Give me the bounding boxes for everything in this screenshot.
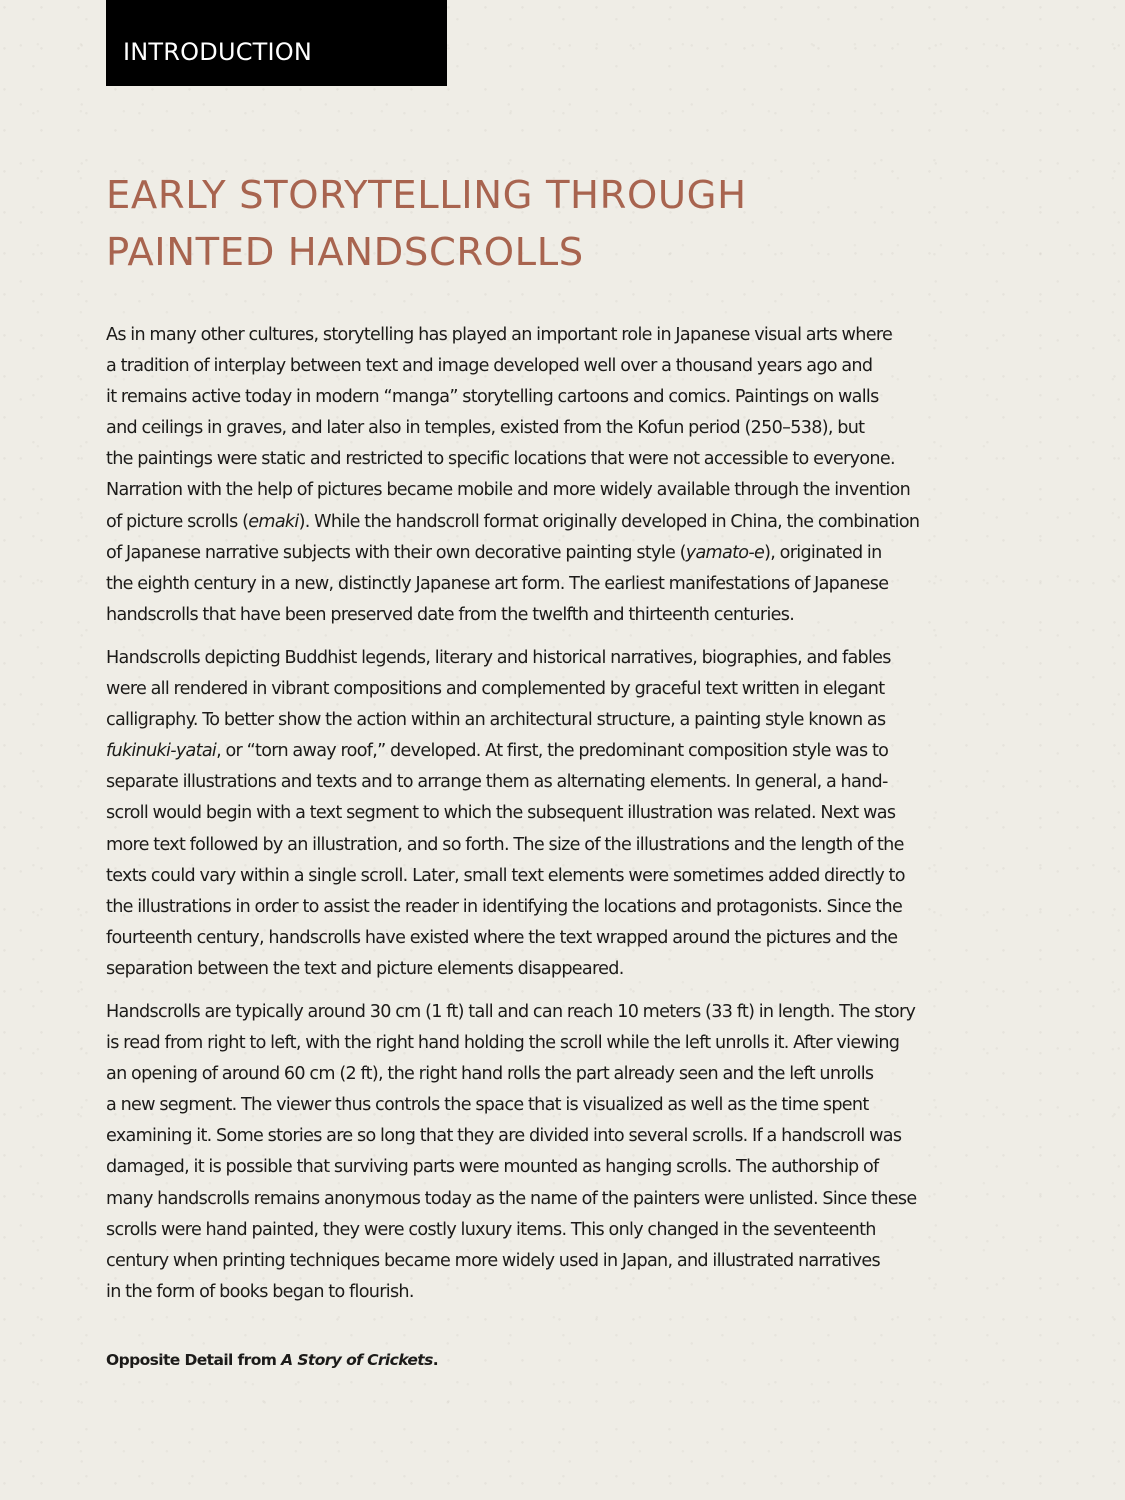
image-caption [106,1351,438,1369]
text-line: century when printing techniques became more widely used in Japan, and illustrated narratives [106,1250,881,1271]
text-line: handscrolls that have been preserved date from the twelfth and thirteenth centuries. [106,604,795,625]
text-line: the eighth century in a new, distinctly Japanese art form. The earliest manifestations of Japanese [106,573,889,594]
text-line: of Japanese narrative subjects with their own decorative painting style (yamato-e), originated in [106,542,882,563]
text-line: As in many other cultures, storytelling has played an important role in Japanese visual arts where [106,325,893,345]
text-line: of picture scrolls (emaki). While the handscroll format originally developed in China, the combination [106,511,920,532]
text-line: a tradition of interplay between text and image developed well over a thousand years ago and [106,356,873,377]
caption-tail: . [432,1351,439,1369]
caption-work-title: A Story of Crickets [281,1351,433,1369]
text-line: in the form of books began to flourish. [106,1281,414,1302]
text-line: separation between the text and picture elements disappeared. [106,958,624,979]
text-line: is read from right to left, with the right hand holding the scroll while the left unrolls it. After viewing [106,1033,900,1054]
text-line: scroll would begin with a text segment to which the subsequent illustration was related. Next was [106,803,896,824]
title-line: EARLY STORYTELLING THROUGH [106,173,747,218]
text-line: separate illustrations and texts and to arrange them as alternating elements. In general, a hand- [106,772,888,793]
italic-term: fukinuki-yatai [106,741,217,762]
text-line: texts could vary within a single scroll. Later, small text elements were sometimes added directly to [106,865,905,886]
text-line: scrolls were hand painted, they were costly luxury items. This only changed in the seventeenth [106,1219,876,1240]
text-line: a new segment. The viewer thus controls the space that is visualized as well as the time spent [106,1095,869,1116]
body-text [106,320,1026,1320]
text-line: an opening of around 60 cm (2 ft), the right hand rolls the part already seen and the left unrolls [106,1064,874,1085]
text-line: the illustrations in order to assist the reader in identifying the locations and protagonists. Since the [106,896,903,917]
text-line: fourteenth century, handscrolls have existed where the text wrapped around the pictures and the [106,927,898,948]
text-line: damaged, it is possible that surviving parts were mounted as hanging scrolls. The authorship of [106,1157,879,1178]
text-line: many handscrolls remains anonymous today as the name of the painters were unlisted. Since these [106,1188,917,1209]
text-line: examining it. Some stories are so long that they are divided into several scrolls. If a handscroll was [106,1126,902,1147]
text-line: the paintings were static and restricted to specific locations that were not accessible to everyone. [106,449,895,470]
caption-lead: Opposite Detail from [106,1351,282,1369]
chapter-title [106,167,1006,281]
paragraph-1 [106,320,1026,631]
text-line: and ceilings in graves, and later also in temples, existed from the Kofun period (250–538), but [106,418,865,439]
text-line: were all rendered in vibrant compositions and complemented by graceful text written in elegant [106,679,885,700]
italic-term: emaki [248,511,299,532]
section-label: INTRODUCTION [123,38,313,66]
text-line: more text followed by an illustration, and so forth. The size of the illustrations and the length of the [106,834,904,855]
title-line: PAINTED HANDSCROLLS [106,230,584,275]
paragraph-3 [106,997,1026,1308]
paragraph-2 [106,643,1026,985]
text-line: it remains active today in modern “manga” storytelling cartoons and comics. Paintings on walls [106,387,879,408]
text-line: fukinuki-yatai, or “torn away roof,” developed. At first, the predominant composition style was to [106,741,889,762]
italic-term: yamato-e [685,542,765,563]
text-line: Handscrolls depicting Buddhist legends, literary and historical narratives, biographies, and fables [106,647,891,668]
text-line: calligraphy. To better show the action within an architectural structure, a painting style known as [106,710,886,731]
text-line: Handscrolls are typically around 30 cm (1 ft) tall and can reach 10 meters (33 ft) in length. The story [106,1001,916,1022]
section-tab [106,0,447,86]
text-line: Narration with the help of pictures became mobile and more widely available through the invention [106,480,911,501]
